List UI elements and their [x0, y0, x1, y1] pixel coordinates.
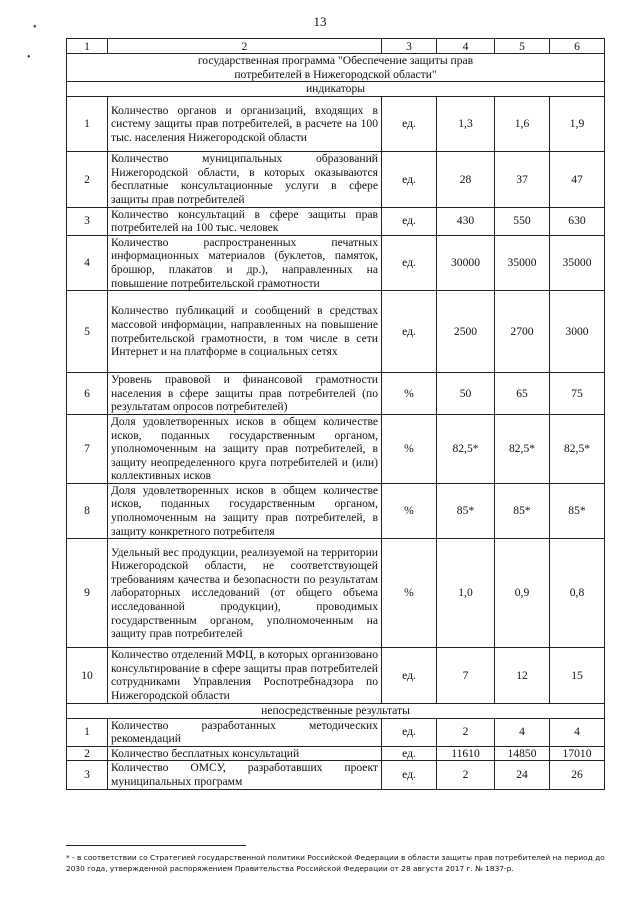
row-value: 35000 [495, 235, 550, 290]
footnote-rule [66, 845, 246, 846]
row-value: 82,5* [550, 414, 605, 483]
table-row [67, 483, 605, 538]
section-results-title: непосредственные результаты [67, 703, 605, 718]
row-number: 8 [67, 483, 108, 538]
row-unit: ед. [382, 761, 437, 789]
row-value: 17010 [550, 746, 605, 761]
row-number: 3 [67, 761, 108, 789]
row-description: Удельный вес продукции, реализуемой на территории Нижегородской области, не соответствующей требованиям качества и безопасности по результатам лабораторных исследований (от общего объема исследованной продукции), проводимых государственным органом, уполномоченным на защиту прав потребителей [108, 539, 382, 648]
row-number: 10 [67, 648, 108, 703]
column-header: 6 [550, 39, 605, 54]
page-number: 13 [313, 14, 327, 29]
row-value: 24 [495, 761, 550, 789]
row-unit: ед. [382, 152, 437, 207]
row-value: 30000 [437, 235, 495, 290]
row-value: 1,0 [437, 539, 495, 648]
row-unit: ед. [382, 746, 437, 761]
row-value: 4 [550, 718, 605, 746]
program-title: государственная программа "Обеспечение защиты прав потребителей в Нижегородской области" [67, 54, 605, 82]
row-value: 430 [437, 207, 495, 235]
row-value: 82,5* [495, 414, 550, 483]
table-row [67, 373, 605, 415]
row-value: 7 [437, 648, 495, 703]
row-description: Количество ОМСУ, разработавших проект муниципальных программ [108, 761, 382, 789]
row-unit: ед. [382, 718, 437, 746]
table-row [67, 291, 605, 373]
row-value: 3000 [550, 291, 605, 373]
row-unit: ед. [382, 97, 437, 152]
section-row [67, 703, 605, 718]
row-number: 1 [67, 718, 108, 746]
row-value: 85* [437, 483, 495, 538]
footnote: * - в соответствии со Стратегией государственной политики Российской Федерации в области защиты прав потребителей на период до 2030 года, утвержденной распоряжением Правительства Российской Федерации от 28 августа 2017 г. № 1837-р. [66, 853, 605, 873]
row-description: Количество органов и организаций, входящих в систему защиты прав потребителей, в расчете на 100 тыс. населения Нижегородской области [108, 97, 382, 152]
row-number: 3 [67, 207, 108, 235]
row-number: 7 [67, 414, 108, 483]
row-value: 26 [550, 761, 605, 789]
table-row [67, 761, 605, 789]
margin-dot: • [33, 22, 37, 33]
row-description: Уровень правовой и финансовой грамотности населения в сфере защиты прав потребителей (по результатам опросов потребителей) [108, 373, 382, 415]
row-value: 2700 [495, 291, 550, 373]
table-row [67, 207, 605, 235]
row-value: 11610 [437, 746, 495, 761]
row-value: 630 [550, 207, 605, 235]
row-value: 2500 [437, 291, 495, 373]
row-value: 50 [437, 373, 495, 415]
row-number: 6 [67, 373, 108, 415]
row-description: Количество распространенных печатных информационных материалов (буклетов, памяток, брошюр, плакатов и др.), направленных на повышение потребительской грамотности [108, 235, 382, 290]
row-number: 2 [67, 152, 108, 207]
indicators-body [67, 97, 605, 703]
row-description: Количество публикаций и сообщений в средствах массовой информации, направленных на повышение потребительской грамотности, в том числе в сети Интернет и на платформе в социальных сетях [108, 291, 382, 373]
column-header: 3 [382, 39, 437, 54]
row-description: Доля удовлетворенных исков в общем количестве исков, поданных государственным органом, уполномоченным на защиту прав потребителей, в защиту конкретного потребителя [108, 483, 382, 538]
column-header: 4 [437, 39, 495, 54]
row-number: 2 [67, 746, 108, 761]
table-row [67, 97, 605, 152]
row-value: 0,8 [550, 539, 605, 648]
row-value: 85* [495, 483, 550, 538]
margin-dot: • [27, 52, 31, 63]
row-description: Количество бесплатных консультаций [108, 746, 382, 761]
row-value: 37 [495, 152, 550, 207]
indicators-table [66, 38, 605, 790]
column-header-row [67, 39, 605, 54]
row-number: 1 [67, 97, 108, 152]
row-description: Количество разработанных методических рекомендаций [108, 718, 382, 746]
table-row [67, 648, 605, 703]
row-unit: % [382, 414, 437, 483]
row-unit: % [382, 483, 437, 538]
row-value: 1,9 [550, 97, 605, 152]
section-indicators-title: индикаторы [67, 82, 605, 97]
row-value: 0,9 [495, 539, 550, 648]
row-value: 85* [550, 483, 605, 538]
row-description: Количество консультаций в сфере защиты прав потребителей на 100 тыс. человек [108, 207, 382, 235]
table-row [67, 718, 605, 746]
row-value: 12 [495, 648, 550, 703]
table-row [67, 539, 605, 648]
table-row [67, 152, 605, 207]
row-value: 35000 [550, 235, 605, 290]
section-row [67, 82, 605, 97]
table-row [67, 235, 605, 290]
row-value: 1,6 [495, 97, 550, 152]
row-description: Количество муниципальных образований Нижегородской области, в которых оказываются бесплатные консультационные услуги в сфере защиты прав потребителей [108, 152, 382, 207]
program-title-row [67, 54, 605, 82]
row-description: Доля удовлетворенных исков в общем количестве исков, поданных государственным органом, уполномоченным на защиту прав потребителей, в защиту неопределенного круга потребителей и (или) коллективных исков [108, 414, 382, 483]
row-value: 65 [495, 373, 550, 415]
row-unit: ед. [382, 291, 437, 373]
row-value: 2 [437, 761, 495, 789]
row-number: 4 [67, 235, 108, 290]
row-unit: ед. [382, 235, 437, 290]
row-value: 2 [437, 718, 495, 746]
row-unit: ед. [382, 648, 437, 703]
row-number: 5 [67, 291, 108, 373]
row-value: 75 [550, 373, 605, 415]
table-row [67, 414, 605, 483]
column-header: 5 [495, 39, 550, 54]
table-row [67, 746, 605, 761]
row-value: 4 [495, 718, 550, 746]
row-value: 47 [550, 152, 605, 207]
row-description: Количество отделений МФЦ, в которых организовано консультирование в сфере защиты прав потребителей сотрудниками Управления Роспотребнадзора по Нижегородской области [108, 648, 382, 703]
row-value: 1,3 [437, 97, 495, 152]
row-value: 14850 [495, 746, 550, 761]
row-value: 28 [437, 152, 495, 207]
column-header: 2 [108, 39, 382, 54]
row-unit: ед. [382, 207, 437, 235]
row-unit: % [382, 539, 437, 648]
row-value: 15 [550, 648, 605, 703]
row-value: 550 [495, 207, 550, 235]
row-number: 9 [67, 539, 108, 648]
results-body [67, 718, 605, 789]
column-header: 1 [67, 39, 108, 54]
row-value: 82,5* [437, 414, 495, 483]
row-unit: % [382, 373, 437, 415]
